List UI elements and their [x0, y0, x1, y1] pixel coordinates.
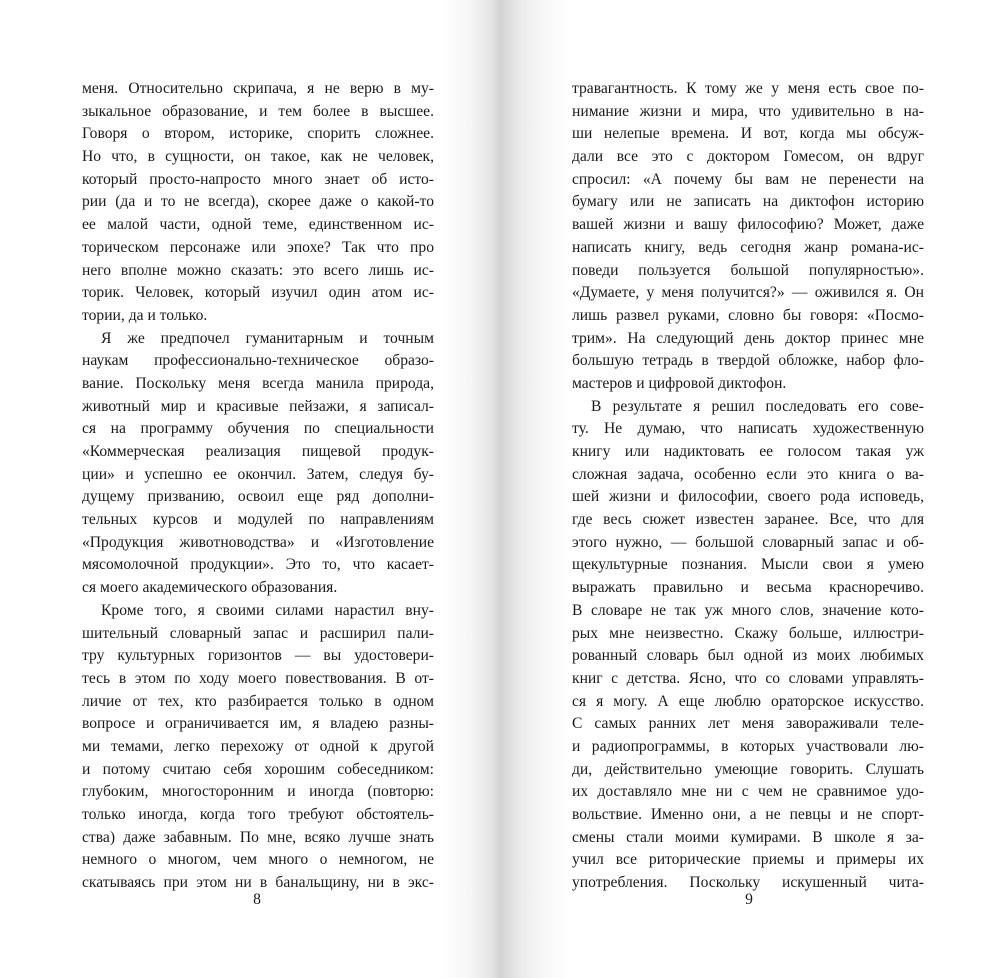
text-line: наукам профессионально-техническое образо- [82, 352, 434, 370]
text-line: смены стали моими кумирами. В школе я за- [572, 828, 924, 846]
text-line: выражать правильно и весьма красноречиво. [572, 579, 924, 597]
text-line: спросил: «А почему бы вам не перенести на [572, 170, 924, 188]
text-line: ее малой части, одной теме, единственном ис- [82, 216, 434, 234]
text-line: дущему призванию, освоил еще ряд дополни- [82, 488, 434, 506]
text-line: рованный словарь был одной из моих любимых [572, 647, 924, 665]
text-line: только иногда, когда того требуют обстоятель- [82, 806, 434, 823]
text-line: трим». На следующий день доктор принес мне [572, 329, 924, 347]
text-line: большую тетрадь в твердой обложке, набор фло- [572, 352, 924, 370]
text-line: торическом персонаже или эпохе? Так что про [82, 238, 434, 256]
text-line: травагантность. К тому же у меня есть свое по- [572, 80, 924, 97]
text-line: ми темами, легко перехожу от одной к другой [82, 737, 434, 755]
text-line: ства) даже забавным. По мне, всяко лучше знать [82, 828, 434, 846]
text-line: меня. Относительно скрипача, я не верю в му- [82, 80, 434, 97]
text-line: этого нужно, — большой словарный запас и об- [572, 533, 924, 551]
text-line: лишь развел руками, словно бы говоря: «Посмо- [572, 306, 924, 324]
text-line: личие от тех, кто разбирается только в одном [82, 692, 434, 710]
text-line: который просто-напросто много знает об исто- [82, 170, 434, 188]
text-line: ся на программу обучения по специальности [82, 420, 434, 438]
text-line: вольствие. Именно они, а не певцы и не спорт- [572, 806, 924, 823]
text-line: вопросе и ограничивается им, я владею разны- [82, 715, 434, 733]
text-line: рых мне неизвестно. Скажу больше, иллюстри- [572, 624, 924, 642]
text-line: немного о многом, чем много о немногом, не [82, 851, 434, 869]
text-line: скатываясь при этом ни в банальщину, ни в экс- [82, 874, 434, 892]
text-line: тесь в этом по ходу моего повествования. В от- [82, 669, 434, 687]
text-line: вашей жизни и вашу философию? Может, даже [572, 216, 924, 234]
text-line: дали все это с доктором Гомесом, он вдруг [572, 148, 924, 166]
text-line: где весь сюжет известен заранее. Все, что для [572, 511, 924, 529]
text-line: ши нелепые времена. И вот, когда мы обсуж- [572, 125, 924, 143]
text-line: «Думаете, у меня получится?» — оживился я. Он [572, 284, 924, 302]
text-line: «Коммерческая реализация пищевой продук- [82, 443, 434, 460]
text-line: животный мир и красивые пейзажи, я записал- [82, 397, 434, 415]
text-line: написать книгу, ведь сегодня жанр романа-ис- [572, 238, 924, 256]
text-line: бумагу или не записать на диктофон историю [572, 193, 924, 211]
left-page-text [82, 78, 434, 895]
text-line: Кроме того, я своими силами нарастил вну- [101, 601, 434, 619]
text-line: шей жизни и философии, своего рода исповедь, [572, 488, 924, 506]
text-line: «Продукция животноводства» и «Изготовление [82, 533, 434, 551]
text-line: Говоря о втором, историке, спорить сложнее. [82, 125, 434, 143]
text-line: шительный словарный запас и расширил пали- [82, 624, 434, 642]
text-line: В результате я решил последовать его сове- [591, 397, 924, 415]
text-line: употребления. Поскольку искушенный чита- [572, 874, 924, 892]
text-line: и радиопрограммы, в которых участвовали лю- [572, 737, 924, 755]
text-line: учил все риторические приемы и примеры их [572, 851, 924, 869]
text-line: ции» и успешно ее окончил. Затем, следуя бу- [82, 465, 434, 483]
text-line: мастеров и цифровой диктофон. [572, 374, 787, 392]
text-line: щекультурные познания. Мысли свои я умею [572, 556, 924, 574]
text-line: поведи пользуется большой популярностью». [572, 261, 924, 279]
text-line: ся моего академического образования. [82, 579, 338, 597]
text-line: книгу или надиктовать ее голосом такая уж [572, 443, 924, 460]
text-line: нимание жизни и мира, что удивительно в на- [572, 102, 924, 120]
text-line: рии (да и то не всегда), скорее даже о какой-то [82, 193, 434, 211]
right-page [500, 0, 1000, 978]
text-line: сложная задача, особенно если это книга о ва- [572, 465, 924, 483]
text-line: вание. Поскольку меня всегда манила природа, [82, 374, 434, 392]
text-line: книг с детства. Ясно, что со словами управлять- [572, 669, 924, 687]
text-line: торик. Человек, который изучил один атом ис- [82, 284, 434, 302]
text-line: тельных курсов и модулей по направлениям [82, 511, 434, 529]
text-line: и потому считаю себя хорошим собеседником: [82, 760, 434, 778]
text-line: тории, да и только. [82, 306, 208, 324]
text-line: зыкальное образование, и тем более в высшее. [82, 102, 434, 120]
right-page-text [572, 78, 924, 895]
text-line: Но что, в сущности, он такое, как не человек, [82, 148, 434, 166]
text-line: мясомолочной продукции». Это то, что касает- [82, 556, 434, 574]
text-line: ди, действительно умеющие говорить. Слушать [572, 760, 924, 778]
text-line: глубоким, многосторонним и иногда (повторю: [82, 783, 434, 801]
text-line: В словаре не так уж много слов, значение кото- [572, 601, 924, 619]
left-page-number: 8 [253, 891, 261, 908]
text-line: С самых ранних лет меня завораживали теле- [572, 715, 924, 733]
text-line: Я же предпочел гуманитарным и точным [101, 329, 434, 347]
right-page-number: 9 [745, 891, 753, 908]
text-line: ся я могу. А еще люблю ораторское искусство. [572, 692, 924, 710]
text-line: их доставляло мне ни с чем не сравнимое удо- [572, 783, 924, 801]
text-line: ту. Не думаю, что написать художественную [572, 420, 924, 438]
text-line: него вполне можно сказать: это всего лишь ис- [82, 261, 434, 279]
text-line: тру культурных горизонтов — вы удостовери- [82, 647, 434, 665]
